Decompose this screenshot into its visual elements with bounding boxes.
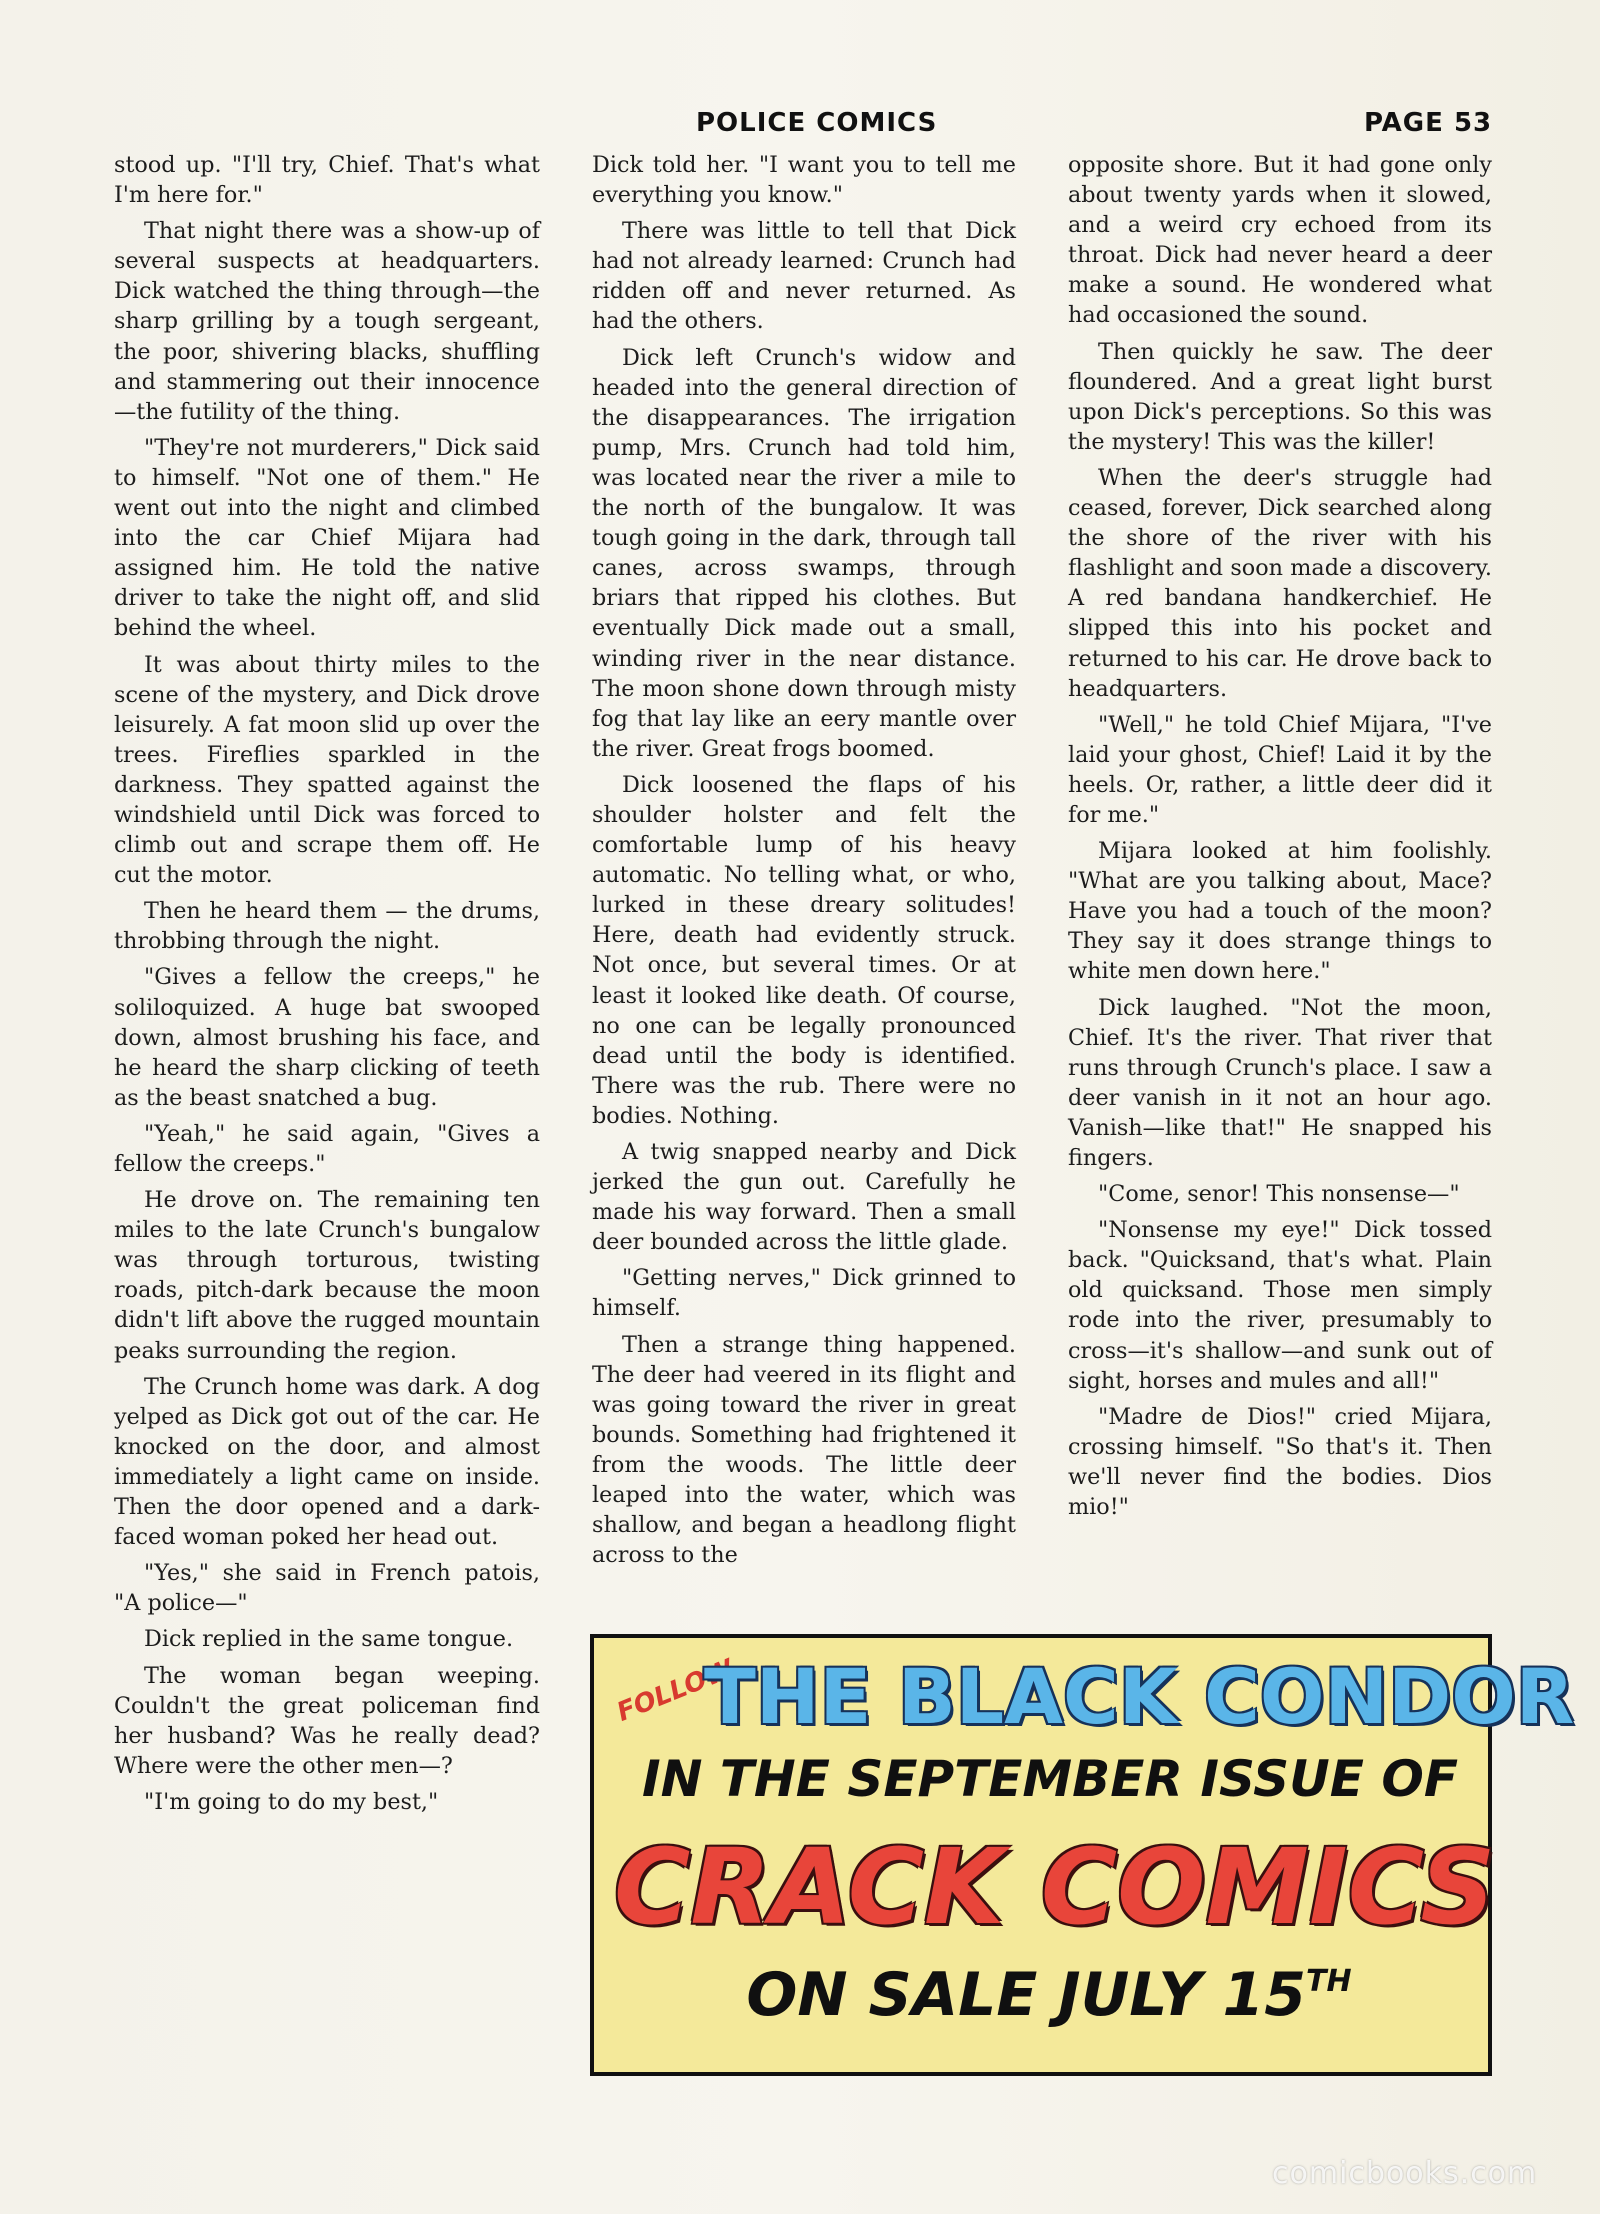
story-paragraph: A twig snapped nearby and Dick jerked the gun out. Carefully he made his way forward. Then a small deer bounded across the little glade. [592,1139,1016,1256]
page-header [0,108,1600,142]
story-paragraph: Dick left Crunch's widow and headed into the general direction of the disappearances. The irrigation pump, Mrs. Crunch had told him, was located near the river a mile to the north of the bungalow. It was tough going in the dark, through tall canes, across swamps, through briars that ripped his clothes. But eventually Dick made out a small, winding river in the near distance. The moon shone down through misty fog that lay like an eery mantle over the river. Great frogs boomed. [592,344,1016,762]
story-paragraph: When the deer's struggle had ceased, forever, Dick searched along the shore of the river with his flashlight and soon made a discovery. A red bandana handkerchief. He slipped this into his pocket and returned to his car. He drove back to headquarters. [1068,464,1492,702]
story-paragraph: Then he heard them — the drums, throbbing through the night. [114,898,540,955]
story-paragraph: That night there was a show-up of several suspects at headquarters. Dick watched the thing through—the sharp grilling by a tough sergeant, the poor, shivering blacks, shuffling and stammering out their innocence—the futility of the thing. [114,218,540,425]
story-paragraph: "Gives a fellow the creeps," he soliloquized. A huge bat swooped down, almost brushing his face, and he heard the sharp clicking of teeth as the beast snatched a bug. [114,964,540,1111]
publication-title: POLICE COMICS [696,108,938,138]
ad-date-suffix: TH [1306,1964,1352,1999]
story-paragraph: "I'm going to do my best," [144,1788,439,1815]
ad-black-condor-title: THE BLACK CONDOR [704,1652,1575,1741]
text-column-1 [114,150,540,1823]
text-column-2 [592,150,1016,1576]
story-paragraph: "Nonsense my eye!" Dick tossed back. "Quicksand, that's what. Plain old quicksand. Those men simply rode into the river, presumably to cross—it's shallow—and sunk out of sight, horses and mules and all!" [1068,1217,1492,1394]
story-paragraph: "Madre de Dios!" cried Mijara, crossing himself. "So that's it. Then we'll never find the bodies. Dios mio!" [1068,1403,1492,1521]
story-paragraph: stood up. "I'll try, Chief. That's what I'm here for." [114,152,540,209]
story-paragraph: Dick replied in the same tongue. [144,1626,514,1653]
story-paragraph: "Come, senor! This nonsense—" [1098,1181,1460,1208]
story-paragraph: opposite shore. But it had gone only about twenty yards when it slowed, and a weird cry echoed from its throat. Dick had never heard a deer make a sound. He wondered what had occasioned the sound. [1068,152,1492,329]
story-paragraph: "Well," he told Chief Mijara, "I've laid your ghost, Chief! Laid it by the heels. Or, rather, a little deer did it for me." [1068,711,1492,828]
crack-comics-advertisement [590,1634,1575,2076]
ad-on-sale-line [624,1960,1474,2030]
site-watermark: comicbooks.com [1272,2156,1538,2191]
story-paragraph: Mijara looked at him foolishly. "What are you talking about, Mace? Have you had a touch of the moon? They say it does strange things to white men down here." [1068,838,1492,985]
page-number: PAGE 53 [1364,108,1493,138]
story-paragraph: Dick laughed. "Not the moon, Chief. It's the river. That river that runs through Crunch's place. I saw a deer vanish in it not an hour ago. Vanish—like that!" He snapped his fingers. [1068,994,1492,1171]
story-paragraph: Then a strange thing happened. The deer had veered in its flight and was going toward the river in great bounds. Something had frightened it from the woods. The little deer leaped into the water, which was shallow, and began a headlong flight across to the [592,1331,1016,1569]
story-paragraph: Dick told her. "I want you to tell me everything you know." [592,152,1016,209]
story-paragraph: "They're not murderers," Dick said to himself. "Not one of them." He went out into the night and climbed into the car Chief Mijara had assigned him. He told the native driver to take the night off, and slid behind the wheel. [114,434,540,642]
story-paragraph: "Getting nerves," Dick grinned to himself. [592,1265,1016,1322]
story-paragraph: The Crunch home was dark. A dog yelped as Dick got out of the car. He knocked on the door, and almost immediately a light came on inside. Then the door opened and a dark-faced woman poked her head out. [114,1373,540,1551]
ad-september-issue-line: IN THE SEPTEMBER ISSUE OF [641,1750,1459,1808]
story-paragraph: Then quickly he saw. The deer floundered. And a great light burst upon Dick's perceptions. So this was the mystery! This was the killer! [1068,338,1492,455]
ad-follow-text: FOLLOW [612,1654,739,1728]
story-paragraph: There was little to tell that Dick had not already learned: Crunch had ridden off and never returned. As had the others. [592,218,1016,335]
ad-on-sale-text: ON SALE JULY 15 [746,1960,1307,2030]
story-paragraph: "Yeah," he said again, "Gives a fellow the creeps." [114,1120,540,1177]
story-paragraph: The woman began weeping. Couldn't the great policeman find her husband? Was he really dead? Where were the other men—? [114,1662,540,1779]
story-paragraph: He drove on. The remaining ten miles to the late Crunch's bungalow was through torturous, twisting roads, pitch-dark because the moon didn't lift above the rugged mountain peaks surrounding the region. [114,1187,540,1364]
text-column-3 [1068,150,1492,1528]
story-paragraph: Dick loosened the flaps of his shoulder holster and felt the comfortable lump of his heavy automatic. No telling what, or who, lurked in these dreary solitudes! Here, death had evidently struck. Not once, but several times. Or at least it looked like death. Of course, no one can be legally pronounced dead until the body is identified. There was the rub. There were no bodies. Nothing. [592,771,1016,1129]
story-paragraph: "Yes," she said in French patois, "A police—" [114,1560,540,1617]
story-paragraph: It was about thirty miles to the scene of the mystery, and Dick drove leisurely. A fat moon slid up over the trees. Fireflies sparkled in the darkness. They spatted against the windshield until Dick was forced to climb out and scrape them off. He cut the motor. [114,651,540,889]
ad-crack-comics-title: CRACK COMICS [614,1826,1496,1948]
